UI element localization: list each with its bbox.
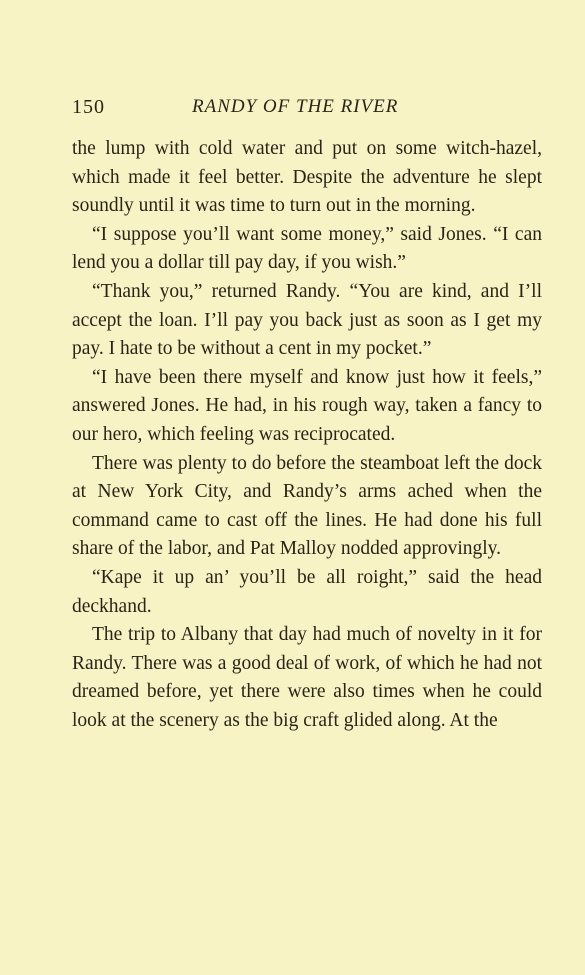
paragraph: “Thank you,” returned Randy. “You are kind, and I’ll accept the loan. I’ll pay you back just as soon as I get my pay. I hate to be without a cent in my pocket.”: [72, 280, 542, 360]
paragraph: “Kape it up an’ you’ll be all roight,” said the head deckhand.: [72, 566, 542, 617]
running-head: [72, 94, 542, 122]
paragraph: The trip to Albany that day had much of novelty in it for Randy. There was a good deal of work, of which he had not dreamed before, yet there were also times when he could look at the scenery as the big craft glided along. At the: [72, 624, 542, 731]
paragraph: There was plenty to do before the steamboat left the dock at New York City, and Randy’s arms ached when the command came to cast off the lines. He had done his full share of the labor, and Pat Malloy nodded approvingly.: [72, 452, 542, 560]
paragraph: “I suppose you’ll want some money,” said Jones. “I can lend you a dollar till pay day, if you wish.”: [72, 223, 542, 274]
body-text: [72, 135, 542, 735]
page-number: 150: [72, 96, 105, 118]
paragraph-continuation: the lump with cold water and put on some witch-hazel, which made it feel better. Despite the adventure he slept soundly until it was time to turn out in the morning.: [72, 138, 542, 217]
running-title: RANDY OF THE RIVER: [192, 96, 399, 117]
paragraph: “I have been there myself and know just how it feels,” answered Jones. He had, in his rough way, taken a fancy to our hero, which feeling was reciprocated.: [72, 366, 542, 445]
